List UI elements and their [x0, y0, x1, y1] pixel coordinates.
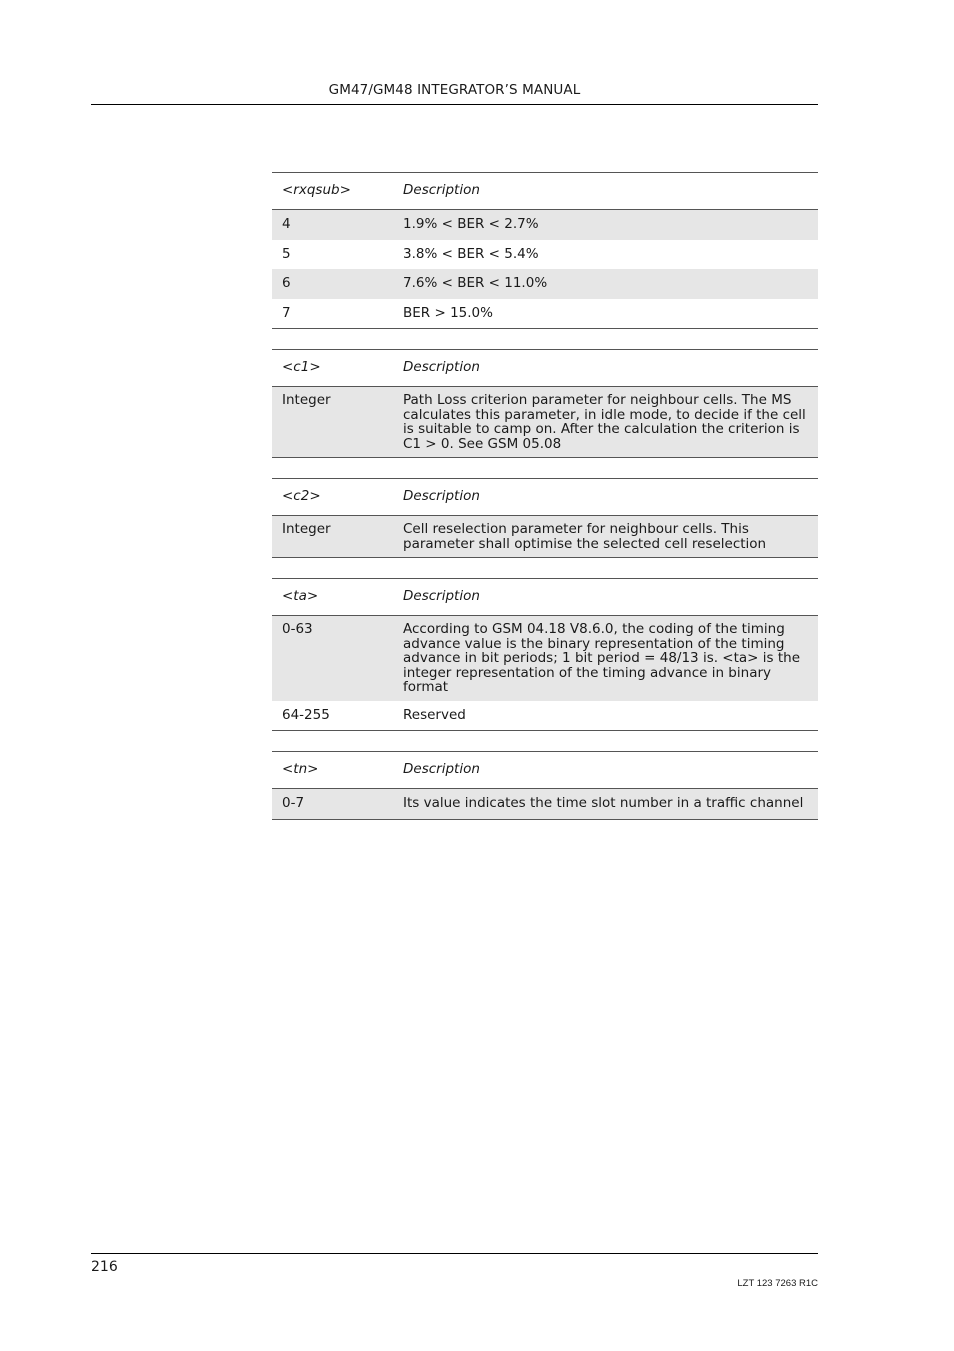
table-cell-description: Reserved	[393, 701, 818, 731]
table-header-description: Description	[393, 479, 818, 516]
c2-table	[272, 478, 818, 558]
table-row	[272, 387, 818, 458]
table-row	[272, 210, 818, 240]
table-row	[272, 299, 818, 329]
table-header-description: Description	[393, 752, 818, 789]
table-cell-value: 5	[282, 245, 291, 262]
page-number: 216	[91, 1259, 118, 1275]
table-cell-value: 64-255	[272, 701, 393, 731]
table-header-description: Description	[393, 579, 818, 616]
parameter-tables	[272, 172, 818, 840]
table-cell-value: Integer	[272, 516, 393, 558]
table-row	[272, 269, 818, 299]
table-header-param: <tn>	[272, 752, 393, 789]
table-cell-value: 0-63	[272, 616, 393, 701]
table-header-description: Description	[393, 350, 818, 387]
table-cell-value: Integer	[272, 387, 393, 458]
table-row	[272, 616, 818, 701]
table-header-param: <ta>	[272, 579, 393, 616]
table-header-param: <c2>	[272, 479, 393, 516]
table-cell-value: 6	[272, 269, 393, 299]
table-header-param: <c1>	[272, 350, 393, 387]
table-cell-description: 7.6% < BER < 11.0%	[393, 269, 818, 299]
c1-table	[272, 349, 818, 458]
table-cell-description: Cell reselection parameter for neighbour cells. This parameter shall optimise the selected cell reselection	[393, 516, 818, 558]
table-cell-value: 4	[272, 210, 393, 240]
rxqsub-table	[272, 172, 818, 329]
header-rule	[91, 104, 818, 105]
table-cell-description: 1.9% < BER < 2.7%	[393, 210, 818, 240]
document-id: LZT 123 7263 R1C	[737, 1278, 818, 1289]
table-cell-value: 0-7	[272, 789, 393, 820]
table-row	[272, 789, 818, 820]
table-header-param: <rxqsub>	[272, 173, 393, 210]
table-row	[272, 240, 818, 270]
table-cell-description: According to GSM 04.18 V8.6.0, the coding of the timing advance value is the binary representation of the timing advance in bit periods; 1 bit period = 48/13 is. <ta> is the integer representation of the timing advance in binary format	[393, 616, 818, 701]
table-cell-description: Its value indicates the time slot number in a traffic channel	[393, 789, 818, 820]
table-header-description: Description	[393, 173, 818, 210]
ta-table	[272, 578, 818, 731]
table-cell-description: Path Loss criterion parameter for neighbour cells. The MS calculates this parameter, in idle mode, to decide if the cell is suitable to camp on. After the calculation the criterion is C1 > 0. See GSM 05.08	[393, 387, 818, 458]
tn-table	[272, 751, 818, 820]
table-cell-value: 7	[272, 299, 393, 329]
table-row	[272, 516, 818, 558]
running-header-title: GM47/GM48 INTEGRATOR’S MANUAL	[328, 82, 581, 98]
table-cell-description: BER > 15.0%	[393, 299, 818, 329]
footer-rule	[91, 1253, 818, 1254]
table-row	[272, 701, 818, 731]
table-cell-description: 3.8% < BER < 5.4%	[403, 245, 539, 262]
